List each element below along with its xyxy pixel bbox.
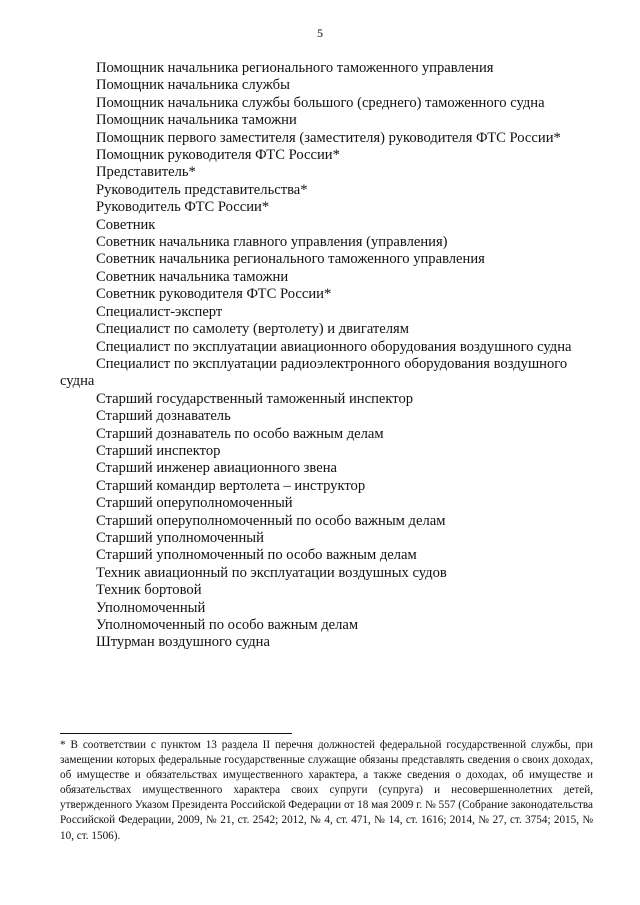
position-item: Советник начальника таможни (96, 268, 289, 285)
position-item: Руководитель ФТС России* (96, 199, 270, 216)
position-item: Старший оперуполномоченный по особо важным делам (96, 512, 446, 529)
position-item: Представитель* (96, 164, 196, 181)
position-item: Старший уполномоченный (96, 529, 264, 546)
position-item: Старший уполномоченный по особо важным делам (96, 547, 417, 564)
position-item: Старший командир вертолета – инструктор (96, 477, 366, 494)
position-item: Советник руководителя ФТС России* (96, 286, 332, 303)
position-item: Старший дознаватель по особо важным делам (96, 425, 384, 442)
footnote: * В соответствии с пунктом 13 раздела II перечня должностей федеральной государственной службы, при замещении которых федеральные государственные служащие обязаны представлять сведения о своих доходах, об имуществе и обязательствах имущественного характера, а также сведения о доходах, об имуществе и обязательствах имущественного характера своих супруги (супруга) и несовершеннолетних детей, утвержденного Указом Президента Российской Федерации от 18 мая 2009 г. № 557 (Собрание законодательства Российской Федерации, 2009, № 21, ст. 2542; 2012, № 4, ст. 471, № 14, ст. 1616; 2014, № 27, ст. 3754; 2015, № 10, ст. 1506). (60, 739, 593, 842)
position-item: Штурман воздушного судна (96, 634, 270, 651)
position-item: Уполномоченный по особо важным делам (96, 617, 359, 633)
position-item: Старший инженер авиационного звена (96, 460, 337, 477)
position-item: Руководитель представительства* (96, 181, 308, 198)
position-item: Помощник начальника службы большого (среднего) таможенного судна (96, 94, 545, 111)
position-item: Старший государственный таможенный инспектор (96, 390, 414, 407)
position-item: Помощник начальника службы (96, 77, 290, 94)
position-item: Техник бортовой (96, 582, 202, 599)
position-item: Специалист по эксплуатации радиоэлектронного оборудования воздушного судна (60, 355, 568, 390)
position-item: Техник авиационный по эксплуатации воздушных судов (96, 564, 447, 581)
position-item: Помощник начальника таможни (96, 112, 297, 129)
position-item: Советник начальника главного управления (управления) (96, 234, 448, 251)
positions-list (60, 60, 600, 652)
position-item: Специалист по самолету (вертолету) и двигателям (96, 321, 410, 338)
position-item: Уполномоченный (96, 599, 206, 616)
page-number: 5 (317, 26, 323, 40)
position-item: Помощник руководителя ФТС России* (96, 147, 340, 164)
position-item: Советник начальника регионального таможенного управления (96, 251, 485, 268)
position-item: Советник (96, 216, 156, 233)
footnote-divider (60, 733, 292, 734)
position-item: Старший дознаватель (96, 408, 231, 425)
position-item: Специалист по эксплуатации авиационного оборудования воздушного судна (96, 338, 572, 355)
position-item: Специалист-эксперт (96, 303, 223, 320)
position-item: Старший инспектор (96, 442, 221, 459)
position-item: Помощник начальника регионального таможенного управления (96, 60, 494, 76)
position-item: Старший оперуполномоченный (96, 495, 293, 512)
position-item: Помощник первого заместителя (заместителя) руководителя ФТС России* (96, 129, 561, 146)
